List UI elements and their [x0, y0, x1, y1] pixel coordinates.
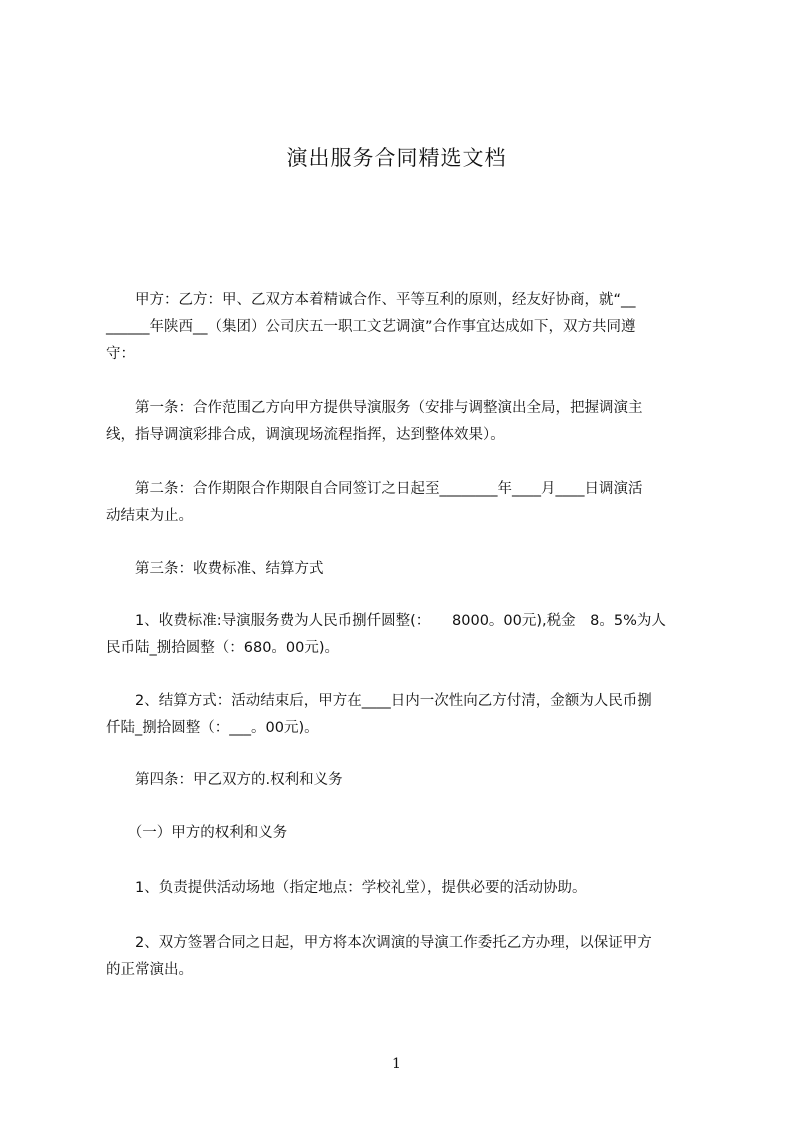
- text-line: 1、收费标准:导演服务费为人民币捌仟圆整(： 8000。00元),税金 8。5%为人: [106, 613, 666, 629]
- text-line: 第二条：合作期限合作期限自合同签订之日起至________年____月____日调演活: [106, 481, 643, 497]
- paragraph-article-3: [106, 556, 706, 583]
- text-line: 第一条：合作范围乙方向甲方提供导演服务（安排与调整演出全局，把握调演主: [106, 400, 643, 416]
- text-line: 第四条：甲乙双方的.权利和义务: [106, 772, 343, 788]
- text-line: 2、结算方式：活动结束后，甲方在____日内一次性向乙方付清，金额为人民币捌: [106, 693, 652, 709]
- paragraph-party-a-item-1: [106, 875, 706, 902]
- page-number: 1: [392, 1056, 401, 1072]
- paragraph-settlement: [106, 688, 706, 742]
- paragraph-article-1: [106, 395, 706, 449]
- text-line: 仟陆_捌拾圆整（：___。00元)。: [106, 720, 319, 736]
- text-line: ______年陕西__（集团）公司庆五一职工文艺调演”合作事宜达成如下，双方共同遵: [106, 319, 636, 335]
- text-line: 民币陆_捌拾圆整（：680。00元)。: [106, 640, 340, 656]
- paragraph-article-2: [106, 476, 706, 530]
- text-line: 动结束为止。: [106, 508, 193, 524]
- text-line: 守：: [106, 346, 135, 362]
- paragraph-fee-standard: [106, 608, 706, 662]
- text-line: 甲方：乙方：甲、乙双方本着精诚合作、平等互利的原则，经友好协商，就“__: [106, 292, 636, 308]
- paragraph-party-a-item-2: [106, 930, 706, 984]
- text-line: （一）甲方的权利和义务: [106, 825, 288, 841]
- text-line: 线，指导调演彩排合成，调演现场流程指挥，达到整体效果）。: [106, 427, 505, 443]
- text-line: 2、双方签署合同之日起，甲方将本次调演的导演工作委托乙方办理，以保证甲方: [106, 935, 652, 951]
- paragraph-article-4: [106, 767, 706, 794]
- text-line: 的正常演出。: [106, 962, 193, 978]
- text-line: 1、负责提供活动场地（指定地点：学校礼堂），提供必要的活动协助。: [106, 880, 587, 896]
- paragraph-preamble: [106, 287, 706, 368]
- document-title: 演出服务合同精选文档: [286, 146, 507, 170]
- text-line: 第三条：收费标准、结算方式: [106, 561, 324, 577]
- paragraph-party-a-heading: [106, 820, 706, 847]
